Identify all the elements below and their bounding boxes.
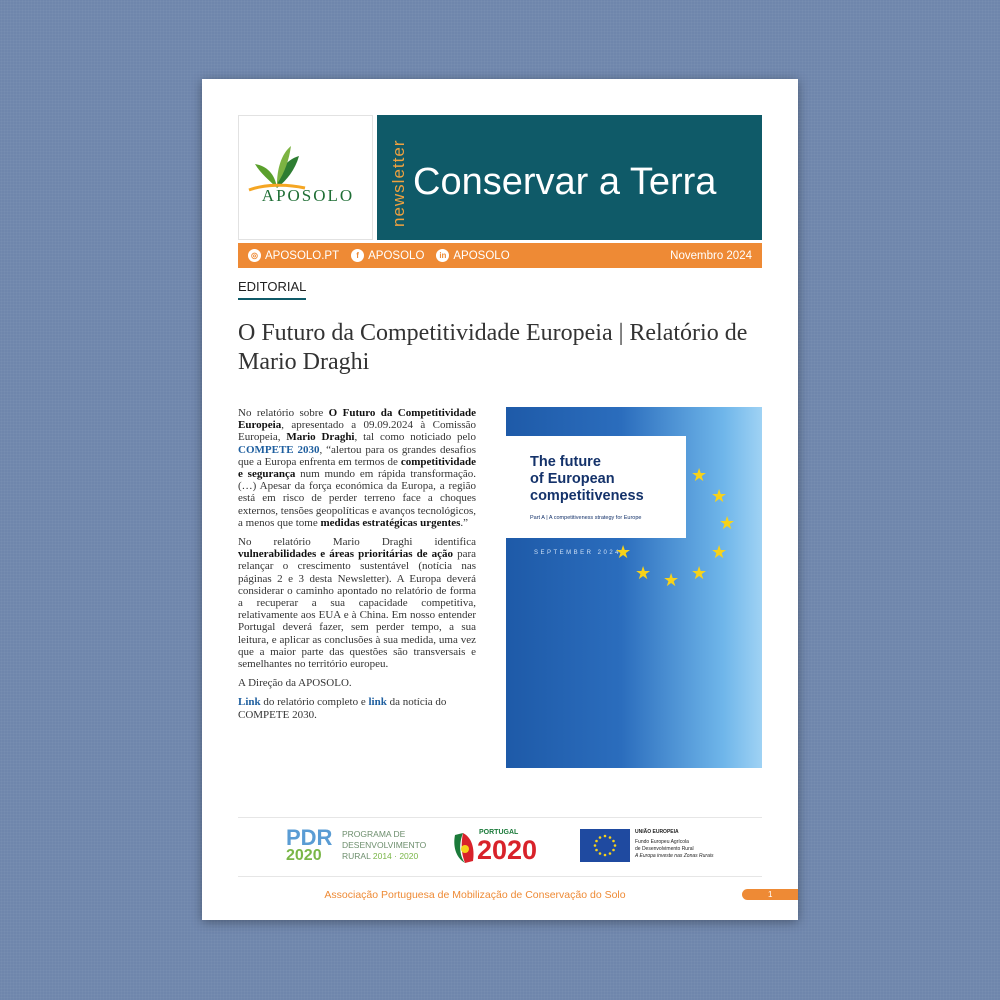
info-bar (238, 243, 762, 268)
bold-text: vulnerabilidades e áreas prioritárias de ação (238, 548, 454, 561)
logo-text: APOSOLO (261, 186, 355, 205)
text: .” (460, 516, 469, 529)
text: , tal como noticiado pelo (354, 431, 476, 444)
star-icon: ★ (691, 563, 708, 583)
cover-title-line: of European (530, 471, 615, 487)
website-text: APOSOLO.PT (265, 249, 340, 262)
article-body (238, 407, 476, 728)
text: No relatório sobre (238, 407, 329, 419)
newsletter-label: newsletter (389, 139, 408, 227)
star-icon: ★ (663, 570, 680, 590)
text: num mundo em rápida transformação. (…) Apesar da força económica da Europa, a região está em risco de perder terreno face a choques externos, tensões geopolíticas e avanços tecnológicos, a menos que tome (238, 468, 476, 529)
leaf-icon (247, 144, 307, 192)
pdr-rural: RURAL (342, 851, 373, 861)
bold-text: medidas estratégicas urgentes (320, 516, 461, 529)
year-2020: 2020 (477, 835, 538, 865)
cover-title-line: competitiveness (530, 488, 644, 504)
star-icon: ★ (635, 563, 652, 583)
star-icon: ★ (615, 542, 632, 562)
cover-title (530, 454, 686, 505)
facebook-link[interactable] (351, 249, 424, 262)
bold-text: Mario Draghi (286, 431, 355, 444)
pdr-text (342, 829, 426, 862)
cover-title-card (506, 436, 686, 538)
linkedin-text: APOSOLO (453, 249, 510, 262)
newsletter-title: Conservar a Terra (413, 161, 717, 203)
page-number: 1 (742, 889, 798, 900)
compete-link[interactable]: COMPETE 2030 (238, 443, 320, 456)
footer-divider (238, 817, 762, 818)
text: do relatório completo e (260, 696, 369, 709)
news-link[interactable]: link (368, 696, 387, 709)
eu-slogan: A Europa investe nas Zonas Rurais (635, 853, 714, 859)
eu-logo (580, 829, 720, 865)
star-icon: ★ (711, 542, 728, 562)
pdr-mark: PDR (286, 825, 333, 850)
issue-date: Novembro 2024 (670, 249, 752, 262)
report-link[interactable]: Link (238, 696, 261, 709)
bold-text: O Futuro da Competitividade Europeia (238, 407, 476, 432)
globe-icon: ◎ (248, 249, 261, 262)
portugal-label: PORTUGAL (479, 829, 519, 836)
cover-subtitle: Part A | A competitiveness strategy for Europe (530, 515, 642, 521)
linkedin-link[interactable] (436, 249, 509, 262)
paragraph-3: A Direção da APOSOLO. (238, 677, 352, 690)
pdr-line: PROGRAMA DE (342, 829, 406, 839)
aposolo-logo (238, 115, 373, 240)
facebook-icon: f (351, 249, 364, 262)
website-link[interactable] (248, 249, 339, 262)
pdr-mark-year: 2020 (286, 847, 322, 864)
text: , apresentado a 09.09.2024 à Comissão Europeia, (238, 419, 476, 444)
header-banner (377, 115, 762, 240)
pdr-line (342, 851, 426, 862)
pdr2020-logo (286, 825, 434, 865)
facebook-text: APOSOLO (368, 249, 425, 262)
portugal2020-logo (451, 829, 561, 869)
portugal-flag-icon (451, 831, 477, 865)
eu-title: UNIÃO EUROPEIA (635, 829, 679, 835)
cover-title-line: The future (530, 454, 601, 470)
pdr-line: DESENVOLVIMENTO (342, 840, 427, 850)
eu-line: Fundo Europeu Agrícola (635, 839, 689, 845)
paragraph-2 (238, 536, 476, 670)
linkedin-icon: in (436, 249, 449, 262)
article-headline: O Futuro da Competitividade Europeia | Relatório de Mario Draghi (238, 320, 748, 375)
eu-flag-icon (580, 829, 630, 862)
eu-line: de Desenvolvimento Rural (635, 846, 694, 852)
bold-text: competitividade e segurança (238, 455, 476, 481)
paragraph-1 (238, 407, 476, 529)
section-label: EDITORIAL (238, 279, 306, 300)
star-icon: ★ (719, 513, 736, 533)
footer-divider (238, 876, 762, 877)
pdr-years: 2014 · 2020 (372, 851, 419, 861)
eu-text (635, 829, 713, 860)
association-name: Associação Portuguesa de Mobilização de Conservação do Solo (324, 889, 626, 901)
text: para relançar o crescimento sustentável (notícia nas páginas 2 e 3 desta Newsletter). A Europa deverá considerar o caminho apontado no relatório de forma a recuperar a sua capacidade competitiva, relativamente aos EUA e à China. Em nosso entender Portugal deverá fazer, sem perder tempo, a sua leitura, e aplicar as conclusões à sua medida, uma vez que a maior parte das questões são transversais e semelhantes no território europeu. (238, 548, 476, 671)
text: , “alertou para os grandes desafios que a Europa enfrenta em termos de (238, 443, 476, 468)
text: No relatório Mario Draghi identifica (238, 536, 476, 549)
paragraph-4 (238, 696, 476, 720)
cover-date: SEPTEMBER 2024 (534, 550, 622, 556)
newsletter-page (202, 79, 798, 920)
star-icon: ★ (711, 486, 728, 506)
text: da notícia do COMPETE 2030. (238, 696, 447, 721)
star-icon: ★ (691, 465, 708, 485)
report-cover-image (506, 407, 762, 768)
